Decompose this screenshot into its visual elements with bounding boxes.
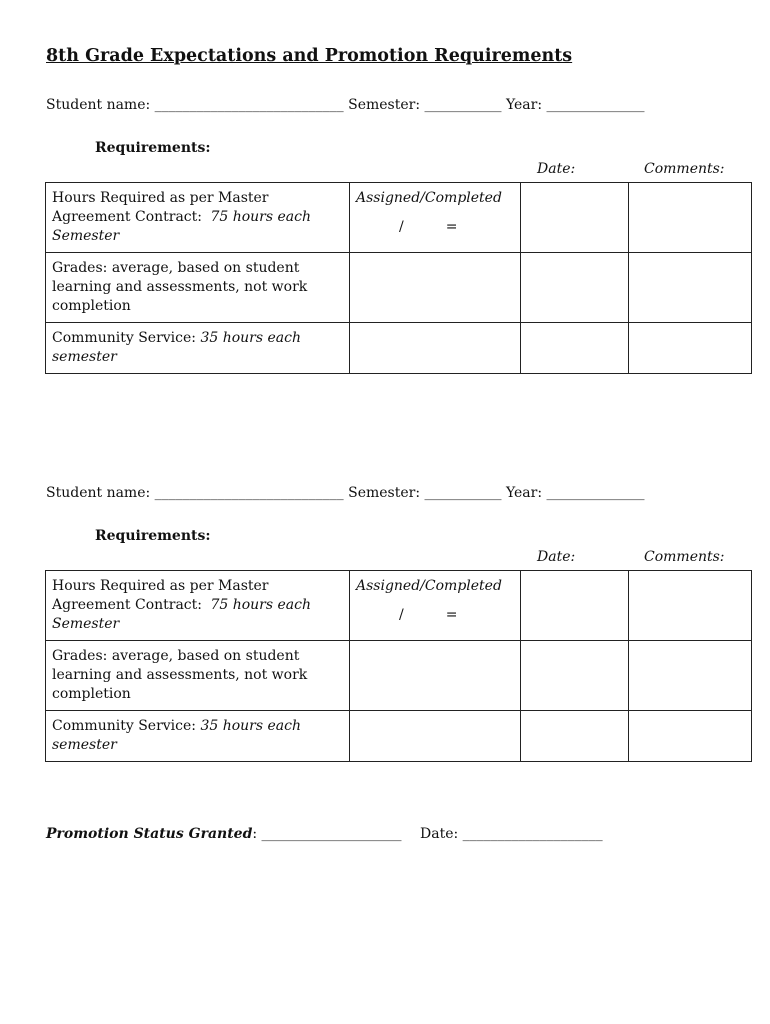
promotion-date-field[interactable]: ____________________ — [462, 826, 603, 842]
comments-column-header: Comments: — [644, 161, 725, 177]
requirements-table — [45, 570, 752, 762]
date-column-header: Date: — [537, 549, 576, 565]
table-row — [46, 641, 752, 711]
date-cell[interactable] — [521, 711, 629, 762]
grades-value-cell[interactable] — [350, 253, 521, 323]
assigned-completed-label: Assigned/Completed — [356, 578, 502, 594]
date-cell[interactable] — [521, 183, 629, 253]
comments-cell[interactable] — [629, 323, 752, 374]
requirements-heading: Requirements: — [95, 528, 211, 544]
hours-required-amount: 75 hours each Semester — [52, 597, 311, 632]
date-column-header: Date: — [537, 161, 576, 177]
requirements-table — [45, 182, 752, 374]
table-row — [46, 323, 752, 374]
year-label: Year: — [505, 97, 543, 113]
promotion-status-label: Promotion Status Granted — [46, 826, 253, 842]
grades-cell — [46, 253, 350, 323]
student-info-line-2 — [46, 485, 645, 501]
community-service-label: Community Service: — [52, 718, 196, 734]
hours-required-amount: 75 hours each Semester — [52, 209, 311, 244]
hours-required-label: Hours Required as per Master Agreement Contract: — [52, 578, 269, 613]
assigned-completed-cell[interactable] — [350, 183, 521, 253]
requirements-heading: Requirements: — [95, 140, 211, 156]
assigned-completed-label: Assigned/Completed — [356, 190, 502, 206]
comments-cell[interactable] — [629, 641, 752, 711]
promotion-status-line — [46, 826, 603, 842]
community-service-cell — [46, 323, 350, 374]
semester-label: Semester: — [348, 97, 421, 113]
table-row — [46, 183, 752, 253]
hours-required-label: Hours Required as per Master Agreement Contract: — [52, 190, 269, 225]
comments-cell[interactable] — [629, 253, 752, 323]
year-label: Year: — [505, 485, 543, 501]
equals-sign: = — [445, 219, 458, 235]
semester-field[interactable]: ___________ — [424, 485, 502, 501]
promotion-status-colon: : — [252, 826, 258, 842]
student-name-field[interactable]: ___________________________ — [154, 485, 344, 501]
date-cell[interactable] — [521, 253, 629, 323]
community-service-value-cell[interactable] — [350, 323, 521, 374]
student-name-field[interactable]: ___________________________ — [154, 97, 344, 113]
date-cell[interactable] — [521, 641, 629, 711]
community-service-amount: 35 hours each semester — [52, 718, 301, 753]
semester-label: Semester: — [348, 485, 421, 501]
slash-separator: / — [399, 607, 404, 623]
community-service-cell — [46, 711, 350, 762]
grades-label: Grades: average, based on student learning and assessments, not work completion — [52, 260, 308, 314]
comments-column-header: Comments: — [644, 549, 725, 565]
year-field[interactable]: ______________ — [546, 97, 645, 113]
community-service-label: Community Service: — [52, 330, 196, 346]
semester-field[interactable]: ___________ — [424, 97, 502, 113]
hours-required-cell — [46, 571, 350, 641]
comments-cell[interactable] — [629, 571, 752, 641]
slash-separator: / — [399, 219, 404, 235]
comments-cell[interactable] — [629, 183, 752, 253]
student-info-line-1 — [46, 97, 645, 113]
grades-label: Grades: average, based on student learning and assessments, not work completion — [52, 648, 308, 702]
grades-value-cell[interactable] — [350, 641, 521, 711]
date-cell[interactable] — [521, 571, 629, 641]
page-title: 8th Grade Expectations and Promotion Requirements — [46, 46, 573, 66]
grades-cell — [46, 641, 350, 711]
table-row — [46, 711, 752, 762]
community-service-value-cell[interactable] — [350, 711, 521, 762]
year-field[interactable]: ______________ — [546, 485, 645, 501]
student-name-label: Student name: — [46, 97, 151, 113]
promotion-status-field[interactable]: ____________________ — [261, 826, 402, 842]
table-row — [46, 571, 752, 641]
student-name-label: Student name: — [46, 485, 151, 501]
hours-required-cell — [46, 183, 350, 253]
promotion-date-label: Date: — [420, 826, 459, 842]
table-row — [46, 253, 752, 323]
assigned-completed-cell[interactable] — [350, 571, 521, 641]
community-service-amount: 35 hours each semester — [52, 330, 301, 365]
equals-sign: = — [445, 607, 458, 623]
date-cell[interactable] — [521, 323, 629, 374]
comments-cell[interactable] — [629, 711, 752, 762]
